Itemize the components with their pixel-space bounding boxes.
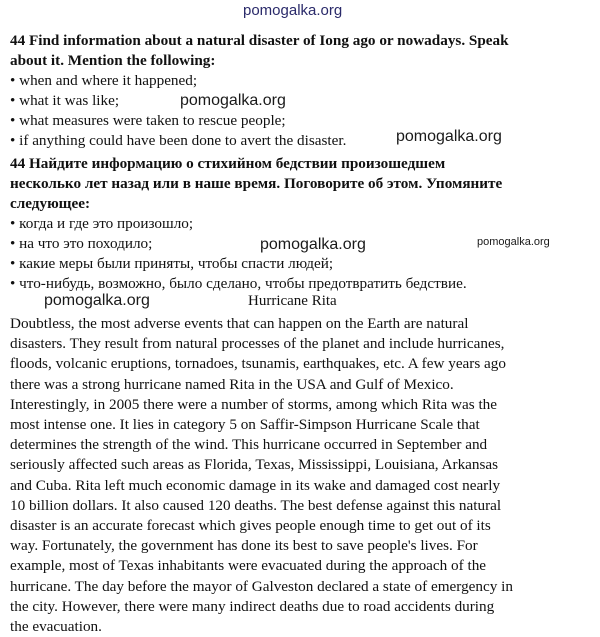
article-line: floods, volcanic eruptions, tornadoes, tsunamis, earthquakes, etc. A few years ago — [10, 355, 506, 373]
task-heading-line: 44 Найдите информацию о стихийном бедствии произошедшем — [10, 155, 446, 172]
article-title: Hurricane Rita — [248, 293, 337, 309]
task-russian — [10, 154, 592, 294]
watermark: pomogalka.org — [260, 236, 366, 253]
article-line: example, most of Texas inhabitants were evacuated during the approach of the — [10, 557, 487, 575]
task-heading-line: 44 Find information about a natural disaster of Iong ago or nowadays. Speak — [10, 32, 509, 49]
article-line: most intense one. It lies in category 5 on Saffir-Simpson Hurricane Scale that — [10, 416, 480, 434]
article-line: determines the strength of the wind. This hurricane occurred in September and — [10, 436, 488, 454]
article-line: there was a strong hurricane named Rita in the USA and Gulf of Mexico. — [10, 375, 454, 393]
task-bullet: • if anything could have been done to avert the disaster. — [10, 132, 347, 149]
article-line: and Cuba. Rita left much economic damage in its wake and damaged cost nearly — [10, 476, 501, 494]
article-line: way. Fortunately, the government has done its best to save people's lives. For — [10, 537, 478, 555]
watermark: pomogalka.org — [180, 92, 286, 109]
article-body — [10, 314, 592, 637]
task-heading-line: about it. Mention the following: — [10, 52, 216, 69]
article-line: hurricane. The day before the mayor of Galveston declared a state of emergency in — [10, 577, 513, 595]
task-heading-line: несколько лет назад или в наше время. Поговорите об этом. Упомяните — [10, 175, 503, 192]
task-bullet: • когда и где это произошло; — [10, 215, 194, 232]
article-line: Doubtless, the most adverse events that can happen on the Earth are natural — [10, 315, 469, 332]
task-bullet: • какие меры были приняты, чтобы спасти людей; — [10, 255, 334, 272]
task-bullet: • when and where it happened; — [10, 72, 198, 89]
task-english — [10, 31, 592, 151]
task-bullet: • what measures were taken to rescue people; — [10, 112, 286, 129]
article-line: disaster is an accurate forecast which gives people enough time to get out of its — [10, 517, 491, 535]
task-heading-line: следующее: — [10, 195, 91, 212]
task-bullet: • на что это походило; — [10, 235, 153, 252]
article-line: the evacuation. — [10, 618, 102, 636]
watermark: pomogalka.org — [44, 292, 150, 309]
article-line: the city. However, there were many indirect deaths due to road accidents during — [10, 597, 495, 615]
article-line: disasters. They result from natural processes of the planet and include hurricanes, — [10, 335, 505, 353]
watermark-top: pomogalka.org — [243, 2, 343, 19]
watermark: pomogalka.org — [396, 128, 502, 145]
article-line: Interestingly, in 2005 there were a number of storms, among which Rita was the — [10, 395, 498, 413]
article-line: 10 billion dollars. It also caused 120 deaths. The best defense against this natural — [10, 496, 502, 514]
task-bullet: • what it was like; — [10, 92, 120, 109]
watermark-small: pomogalka.org — [477, 236, 550, 248]
task-bullet: • что-нибудь, возможно, было сделано, чтобы предотвратить бедствие. — [10, 275, 467, 292]
article-line: seriously affected such areas as Florida, Texas, Mississippi, Louisiana, Arkansas — [10, 456, 499, 474]
